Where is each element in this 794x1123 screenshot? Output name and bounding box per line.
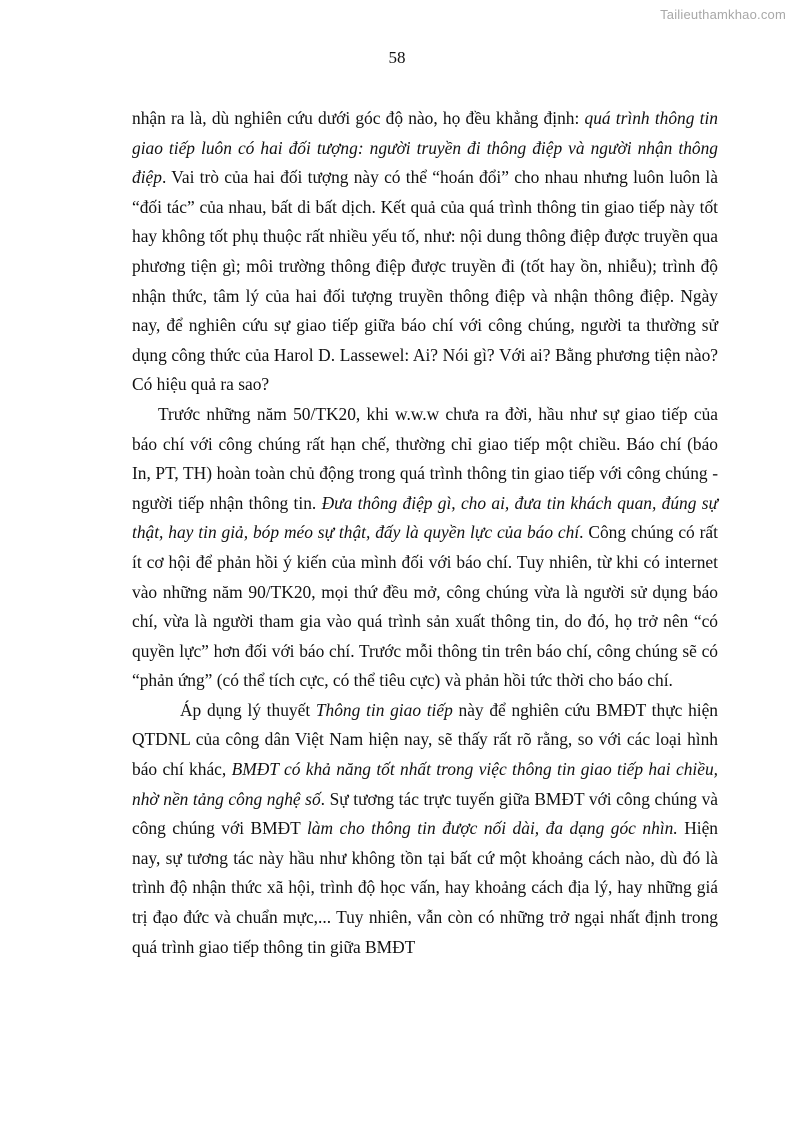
text-run: Áp dụng lý thuyết bbox=[180, 699, 316, 720]
italic-run: làm cho thông tin được nối dài, đa dạng góc nhìn. bbox=[306, 818, 678, 839]
italic-run: BMĐT có khả năng tốt nhất trong việc thông tin giao tiếp hai chiều, nhờ nền tảng công nghệ số bbox=[132, 759, 718, 809]
italic-run: Đưa thông điệp gì, cho ai, đưa tin khách quan, đúng sự thật, hay tin giả, bóp méo sự thật, đấy là quyền lực của báo chí bbox=[132, 492, 718, 543]
text-run: . Vai trò của hai đối tượng này có thể “hoán đổi” cho nhau nhưng luôn luôn là “đối tác” của nhau, bất di bất dịch. Kết quả của quá trình thông tin giao tiếp này tốt hay không tốt phụ thuộc rất nhiều yếu tố, như: nội dung thông điệp được truyền qua phương tiện gì; môi trường thông điệp được truyền đi (tốt hay ồn, nhiễu); trình độ nhận thức, tâm lý của hai đối tượng truyền thông điệp và nhận thông điệp. Ngày nay, để nghiên cứu sự giao tiếp giữa báo chí với công chúng, người ta thường sử dụng công thức của Harol D. Lassewel: Ai? Nói gì? Với ai? Bằng phương tiện nào? Có hiệu quả ra sao? bbox=[132, 167, 718, 395]
body-text bbox=[132, 104, 718, 962]
paragraph-1 bbox=[132, 104, 718, 400]
watermark: Tailieuthamkhao.com bbox=[660, 7, 786, 22]
italic-run: quá trình thông tin giao tiếp luôn có hai đối tượng: người truyền đi thông điệp và người nhận thông điệp bbox=[132, 108, 718, 188]
page-number: 58 bbox=[388, 48, 406, 67]
italic-run: Thông tin giao tiếp bbox=[315, 699, 453, 720]
text-run: này để nghiên cứu BMĐT thực hiện QTDNL của công dân Việt Nam hiện nay, sẽ thấy rất rõ rằng, so với các loại hình báo chí khác, bbox=[132, 699, 719, 780]
paragraph-3 bbox=[132, 696, 718, 962]
text-run: . Công chúng có rất ít cơ hội để phản hồi ý kiến của mình đối với báo chí. Tuy nhiên, từ khi có internet vào những năm 90/TK20, mọi thứ đều mở, công chúng vừa là người sử dụng báo chí, vừa là người tham gia vào quá trình sản xuất thông tin, do đó, họ trở nên “có quyền lực” hơn đối với báo chí. Trước mỗi thông tin trên báo chí, công chúng sẽ có “phản ứng” (có thể tích cực, có thể tiêu cực) và phản hồi tức thời cho báo chí. bbox=[132, 522, 718, 691]
text-run: Hiện nay, sự tương tác này hầu như không tồn tại bất cứ một khoảng cách nào, dù đó là trình độ nhận thức xã hội, trình độ học vấn, hay khoảng cách địa lý, hay những giá trị đạo đức và chuẩn mực,... Tuy nhiên, vẫn còn có những trở ngại nhất định trong quá trình giao tiếp thông tin giữa BMĐT bbox=[132, 818, 718, 957]
text-run: . Sự tương tác trực tuyến giữa BMĐT với công chúng và công chúng với BMĐT bbox=[132, 788, 718, 839]
text-run: nhận ra là, dù nghiên cứu dưới góc độ nào, họ đều khẳng định: bbox=[132, 108, 585, 128]
text-run: Trước những năm 50/TK20, khi w.w.w chưa ra đời, hầu như sự giao tiếp của báo chí với công chúng rất hạn chế, thường chỉ giao tiếp một chiều. Báo chí (báo In, PT, TH) hoàn toàn chủ động trong quá trình thông tin giao tiếp với công chúng - người tiếp nhận thông tin. bbox=[132, 403, 718, 513]
paragraph-2 bbox=[132, 400, 718, 696]
